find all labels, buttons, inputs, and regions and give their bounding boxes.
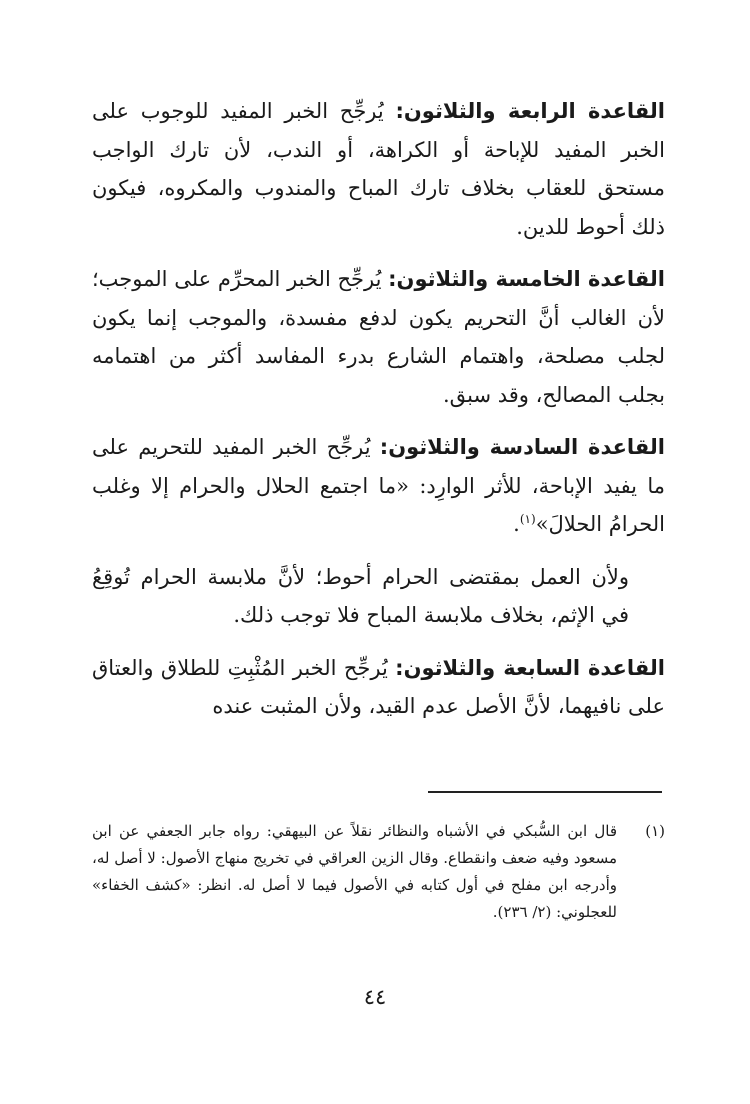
- footnote: [92, 818, 665, 926]
- paragraph-continuation: [92, 558, 665, 635]
- paragraph-rule-37: [92, 649, 665, 726]
- rule-title: القاعدة الخامسة والثلاثون:: [388, 267, 665, 291]
- page-number: ٤٤: [363, 985, 387, 1009]
- paragraph-text: يُرجِّح الخبر المفيد للوجوب على الخبر المفيد للإباحة أو الكراهة، أو الندب، لأن تارك الواجب مستحق للعقاب بخلاف تارك المباح والمندوب والمكروه، فيكون ذلك أحوط للدين.: [92, 99, 665, 239]
- footnote-divider: [428, 791, 662, 793]
- rule-title: القاعدة السابعة والثلاثون:: [395, 655, 665, 680]
- paragraph-rule-35: [92, 260, 665, 414]
- rule-title: القاعدة الرابعة والثلاثون:: [395, 99, 665, 123]
- rule-title: القاعدة السادسة والثلاثون:: [379, 435, 665, 459]
- paragraph-text: ولأن العمل بمقتضى الحرام أحوط؛ لأنَّ ملابسة الحرام تُوقِعُ في الإثم، بخلاف ملابسة المباح فلا توجب ذلك.: [92, 564, 629, 627]
- main-text: [92, 92, 665, 740]
- paragraph-text: يُرجِّح الخبر المفيد للتحريم على ما يفيد الإباحة، للأثر الوارِد: «ما اجتمع الحلال والحرام إلا وغلب الحرامُ الحلالَ»: [92, 435, 665, 536]
- paragraph-text: يُرجِّح الخبر المحرِّم على الموجب؛ لأن الغالب أنَّ التحريم يكون لدفع مفسدة، والموجب إنما يكون لجلب مصلحة، واهتمام الشارع بدرء المفاسد أكثر من اهتمامه بجلب المصالح، وقد سبق.: [92, 267, 665, 407]
- footnote-text: قال ابن السُّبكي في الأشباه والنظائر نقلاً عن البيهقي: رواه جابر الجعفي عن ابن مسعود وفيه ضعف وانقطاع. وقال الزين العراقي في تخريج منهاج الأصول: لا أصل له، وأدرجه ابن مفلح في أول كتابه في الأصول فيما لا أصل له. انظر: «كشف الخفاء» للعجلوني: (٢/ ٢٣٦).: [92, 822, 617, 921]
- paragraph-tail: .: [513, 512, 520, 536]
- paragraph-rule-36: [92, 428, 665, 544]
- paragraph-text: يُرجِّح الخبر المُثْبِتِ للطلاق والعتاق على نافيهما، لأنَّ الأصل عدم القيد، ولأن المثبت عنده: [92, 655, 665, 718]
- footnote-number: (١): [645, 822, 665, 840]
- footnote-reference[interactable]: (١): [519, 512, 536, 526]
- paragraph-rule-34: [92, 92, 665, 246]
